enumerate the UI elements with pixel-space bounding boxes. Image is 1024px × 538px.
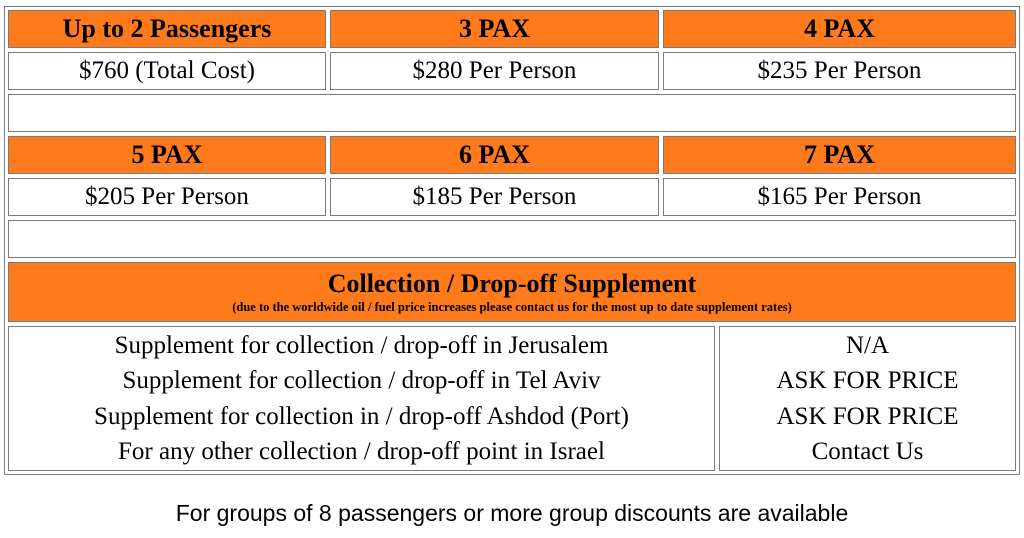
supplement-value-tel-aviv: ASK FOR PRICE (776, 367, 959, 394)
spacer-row (8, 94, 1016, 132)
supplement-label-jerusalem: Supplement for collection / drop-off in Jerusalem (114, 331, 609, 359)
header-3-pax: 3 PAX (330, 10, 659, 48)
supplement-label-tel-aviv: Supplement for collection / drop-off in Tel Aviv (122, 367, 601, 394)
header-5-pax: 5 PAX (8, 136, 326, 174)
price-6-pax: $185 Per Person (330, 178, 659, 216)
supplement-label-other: For any other collection / drop-off point in Israel (118, 438, 605, 465)
supplement-title: Collection / Drop-off Supplement (327, 269, 697, 298)
supplement-value-jerusalem: N/A (845, 331, 890, 359)
price-5-pax: $205 Per Person (8, 178, 326, 216)
header-4-pax: 4 PAX (663, 10, 1016, 48)
price-up-to-2-passengers: $760 (Total Cost) (8, 52, 326, 90)
spacer-row (8, 220, 1016, 258)
price-4-pax: $235 Per Person (663, 52, 1016, 90)
header-up-to-2-passengers: Up to 2 Passengers (8, 10, 326, 48)
supplement-labels (8, 326, 715, 471)
supplement-values (719, 326, 1016, 471)
group-discount-note: For groups of 8 passengers or more group discounts are available (175, 500, 849, 526)
header-6-pax: 6 PAX (330, 136, 659, 174)
supplement-value-other: Contact Us (811, 438, 924, 465)
supplement-note: (due to the worldwide oil / fuel price increases please contact us for the most up to date supplement rates) (232, 300, 792, 314)
price-3-pax: $280 Per Person (330, 52, 659, 90)
header-7-pax: 7 PAX (663, 136, 1016, 174)
price-7-pax: $165 Per Person (663, 178, 1016, 216)
supplement-header (8, 262, 1016, 322)
supplement-value-ashdod: ASK FOR PRICE (776, 402, 959, 430)
supplement-label-ashdod: Supplement for collection in / drop-off Ashdod (Port) (94, 402, 629, 430)
